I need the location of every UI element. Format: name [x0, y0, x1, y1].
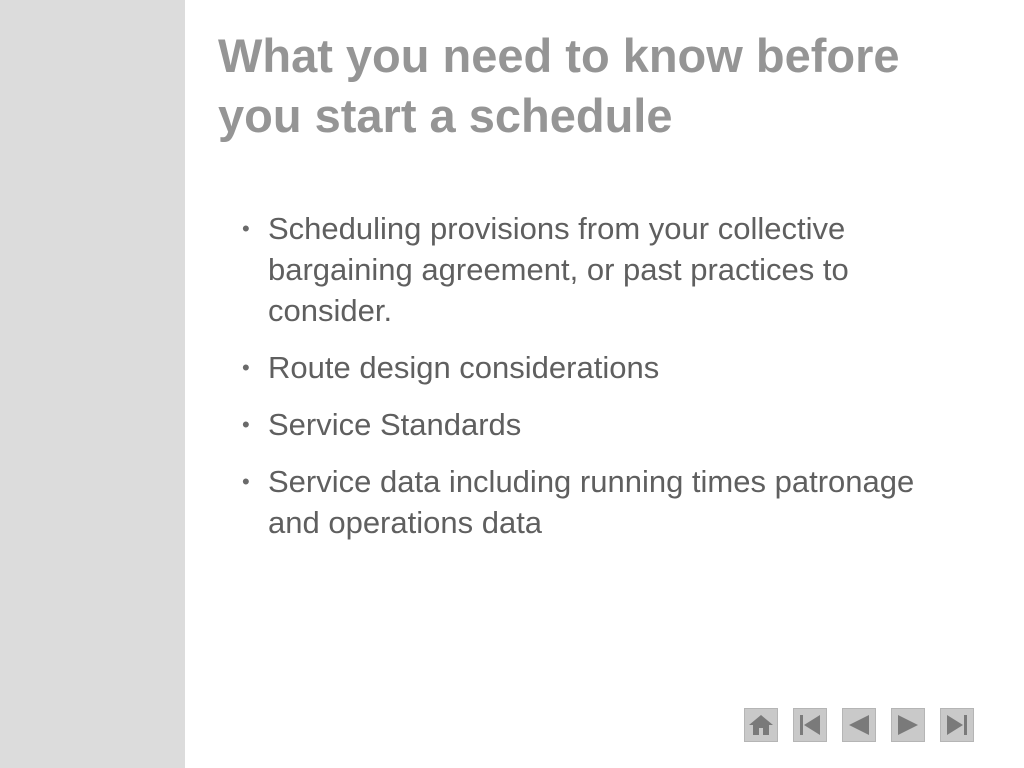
slide-navigation — [744, 708, 974, 742]
bullet-item — [242, 347, 932, 388]
bullet-item — [242, 404, 932, 445]
bullet-marker: • — [242, 469, 250, 494]
bullet-marker: • — [242, 216, 250, 241]
next-slide-button[interactable] — [891, 708, 925, 742]
slide-title-line-2: you start a schedule — [218, 89, 673, 142]
slide-title-line-1: What you need to know before — [218, 29, 900, 82]
first-slide-icon — [797, 712, 823, 738]
last-slide-button[interactable] — [940, 708, 974, 742]
previous-slide-button[interactable] — [842, 708, 876, 742]
last-slide-icon — [944, 712, 970, 738]
next-slide-icon — [895, 712, 921, 738]
home-icon — [748, 713, 774, 737]
home-button[interactable] — [744, 708, 778, 742]
left-sidebar-band — [0, 0, 185, 768]
bullet-marker: • — [242, 412, 250, 437]
bullet-text: Route design considerations — [268, 350, 660, 385]
bullet-item — [242, 208, 932, 331]
bullet-item — [242, 461, 932, 543]
bullet-text: Service data including running times patronage and operations data — [268, 464, 915, 540]
bullet-text: Scheduling provisions from your collective bargaining agreement, or past practices to consider. — [268, 211, 849, 328]
first-slide-button[interactable] — [793, 708, 827, 742]
previous-slide-icon — [846, 712, 872, 738]
bullet-marker: • — [242, 355, 250, 380]
bullet-text: Service Standards — [268, 407, 522, 442]
bullet-list — [242, 208, 932, 559]
slide-title — [218, 26, 998, 146]
